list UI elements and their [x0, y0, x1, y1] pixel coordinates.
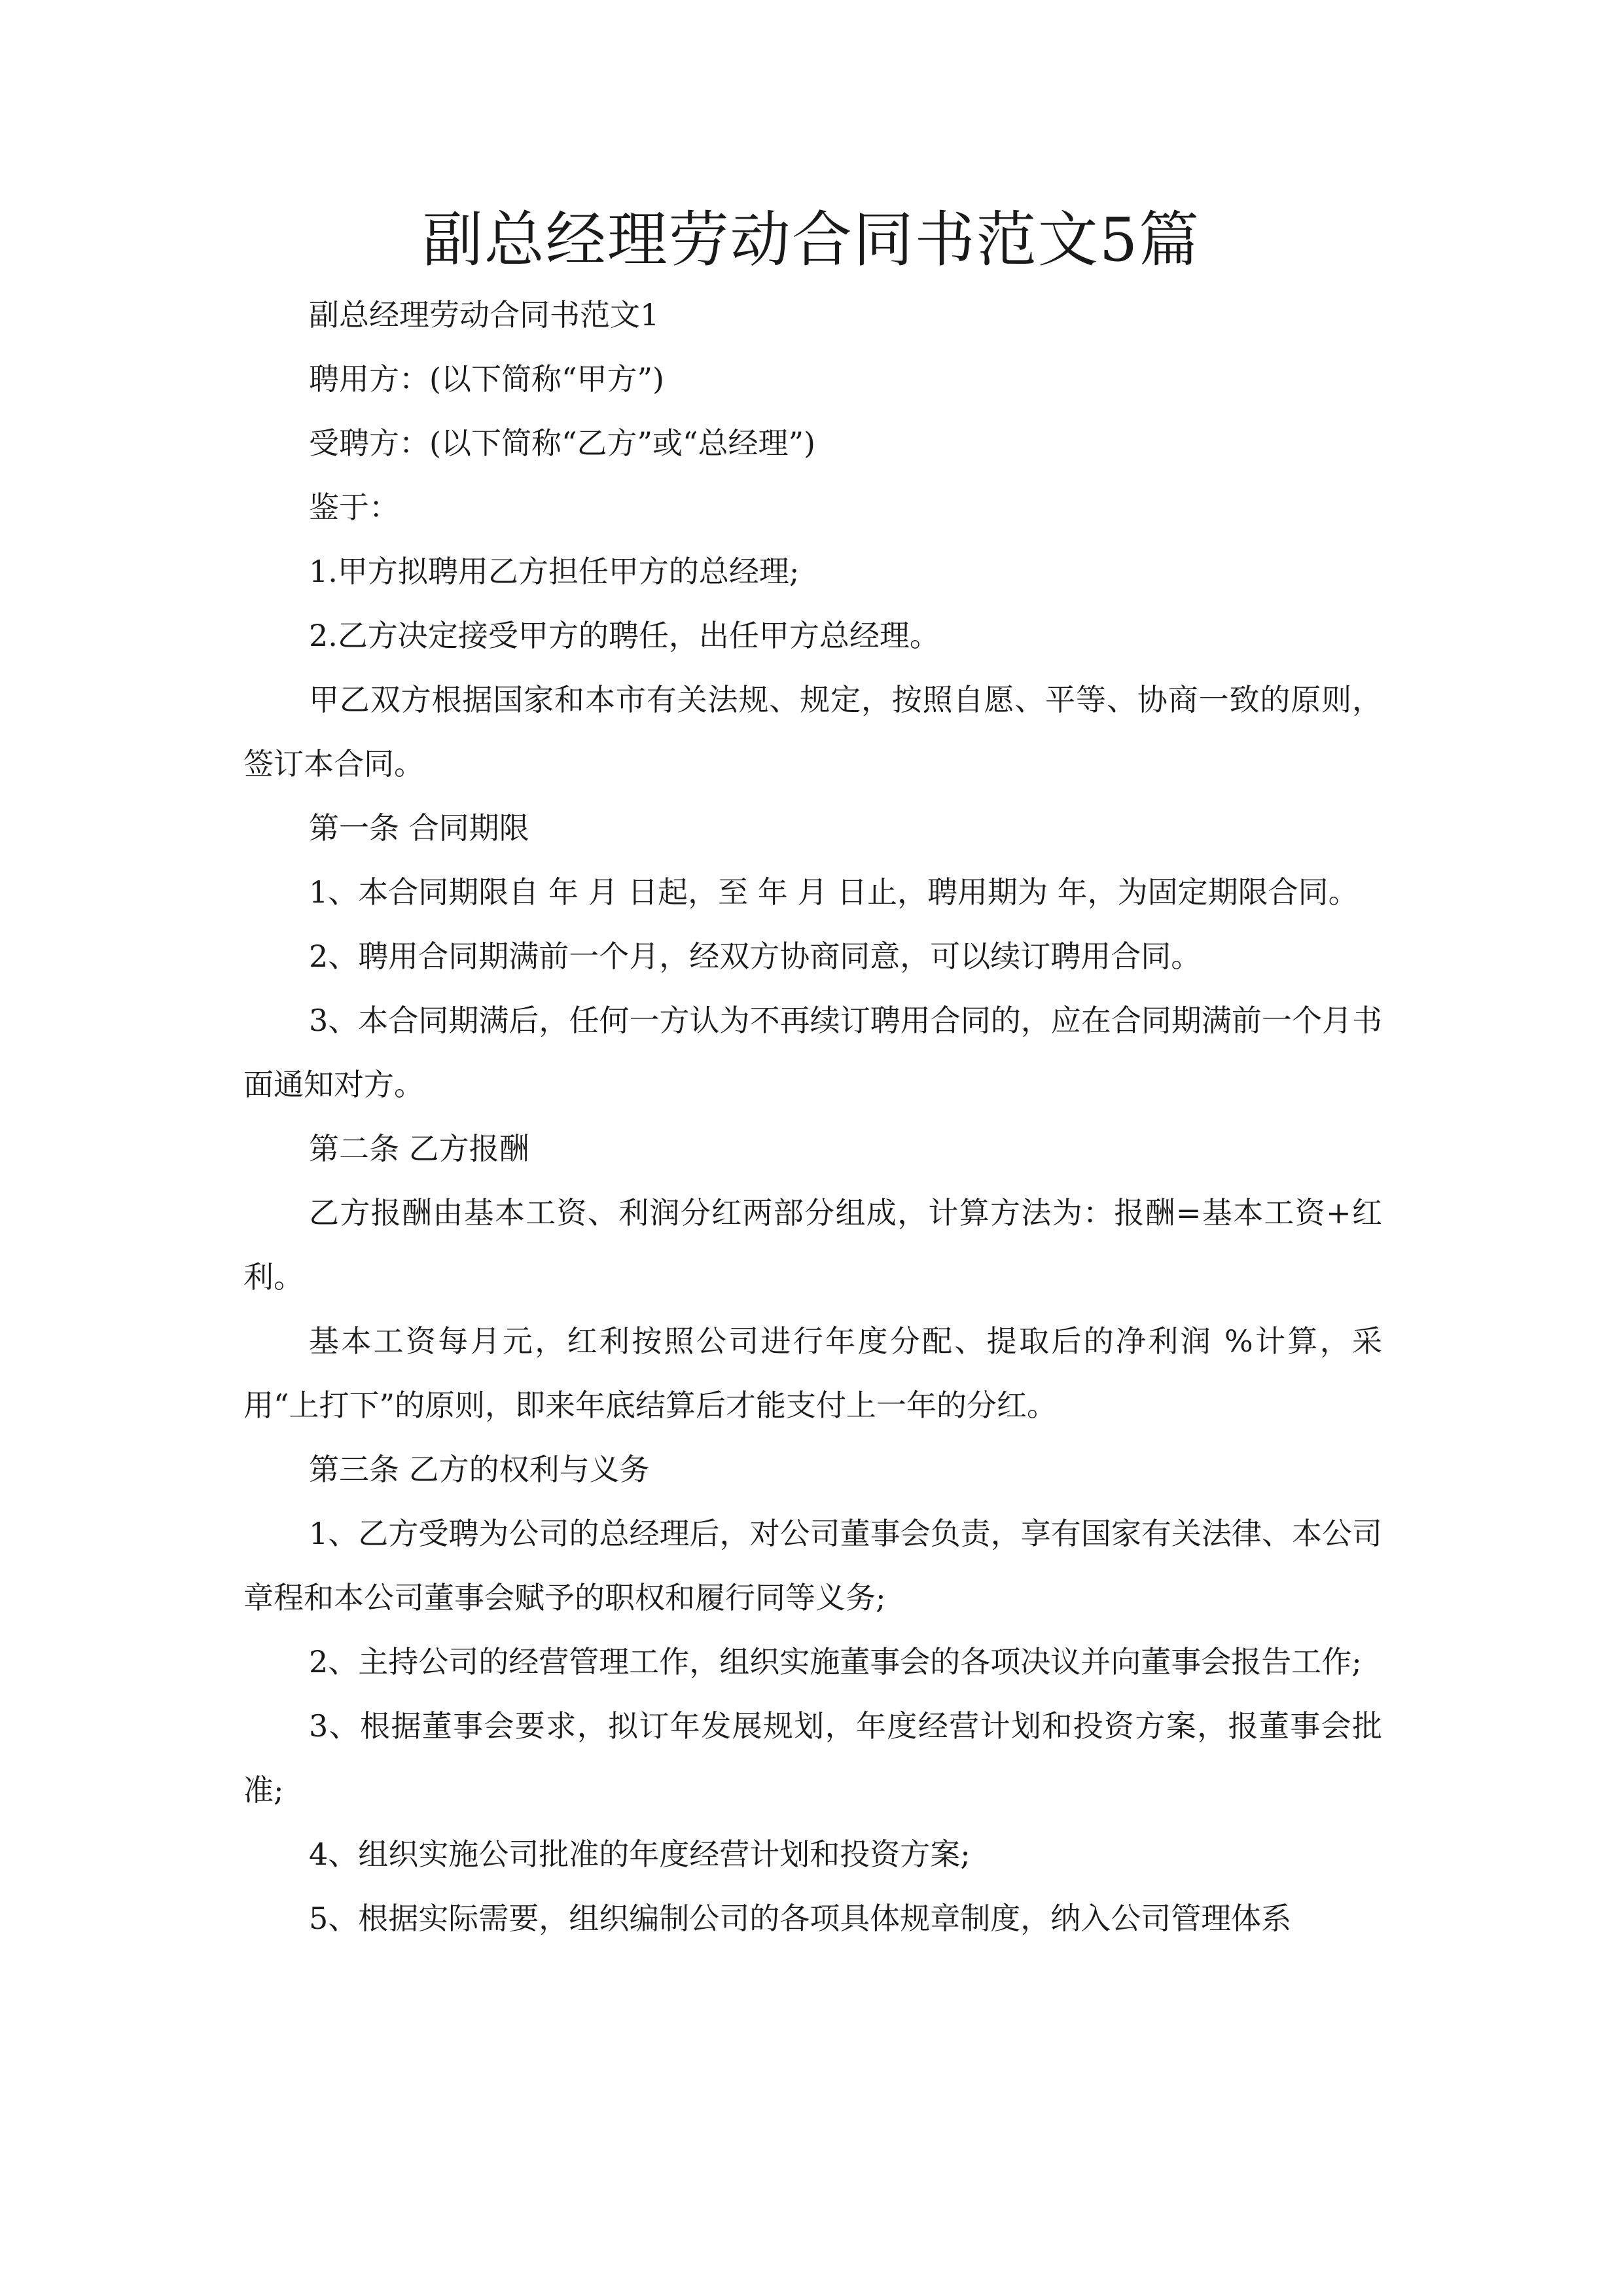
section-heading: 第一条 合同期限 [309, 810, 529, 846]
document-body [243, 283, 1382, 1950]
paragraph: 基本工资每月元，红利按照公司进行年度分配、提取后的净利润 %计算，采用“上打下”的原则，即来年底结算后才能支付上一年的分红。 [243, 1323, 1382, 1423]
paragraph: 4、组织实施公司批准的年度经营计划和投资方案; [309, 1837, 971, 1872]
paragraph: 1、乙方受聘为公司的总经理后，对公司董事会负责，享有国家有关法律、本公司章程和本公司董事会赋予的职权和履行同等义务; [243, 1516, 1382, 1615]
paragraph: 鉴于： [309, 490, 399, 525]
paragraph: 聘用方：(以下简称“甲方”) [309, 361, 664, 397]
paragraph: 3、本合同期满后，任何一方认为不再续订聘用合同的，应在合同期满前一个月书面通知对方。 [243, 1003, 1382, 1102]
paragraph: 5、根据实际需要，组织编制公司的各项具体规章制度，纳入公司管理体系 [309, 1901, 1292, 1936]
section-heading: 第二条 乙方报酬 [309, 1131, 529, 1166]
paragraph: 甲乙双方根据国家和本市有关法规、规定，按照自愿、平等、协商一致的原则，签订本合同。 [243, 682, 1382, 781]
paragraph: 1、本合同期限自 年 月 日起，至 年 月 日止，聘用期为 年，为固定期限合同。 [309, 874, 1359, 910]
paragraph: 3、根据董事会要求，拟订年发展规划，年度经营计划和投资方案，报董事会批准; [243, 1708, 1382, 1808]
paragraph: 乙方报酬由基本工资、利润分红两部分组成，计算方法为：报酬=基本工资+红利。 [243, 1195, 1382, 1295]
document-title: 副总经理劳动合同书范文5篇 [422, 205, 1201, 275]
paragraph: 2、主持公司的经营管理工作，组织实施董事会的各项决议并向董事会报告工作; [309, 1644, 1362, 1679]
paragraph: 2.乙方决定接受甲方的聘任，出任甲方总经理。 [309, 618, 940, 653]
paragraph: 2、聘用合同期满前一个月，经双方协商同意，可以续订聘用合同。 [309, 939, 1202, 974]
paragraph: 1.甲方拟聘用乙方担任甲方的总经理; [309, 554, 800, 589]
paragraph: 副总经理劳动合同书范文1 [309, 297, 660, 332]
section-heading: 第三条 乙方的权利与义务 [309, 1452, 650, 1487]
paragraph: 受聘方：(以下简称“乙方”或“总经理”) [309, 425, 815, 461]
